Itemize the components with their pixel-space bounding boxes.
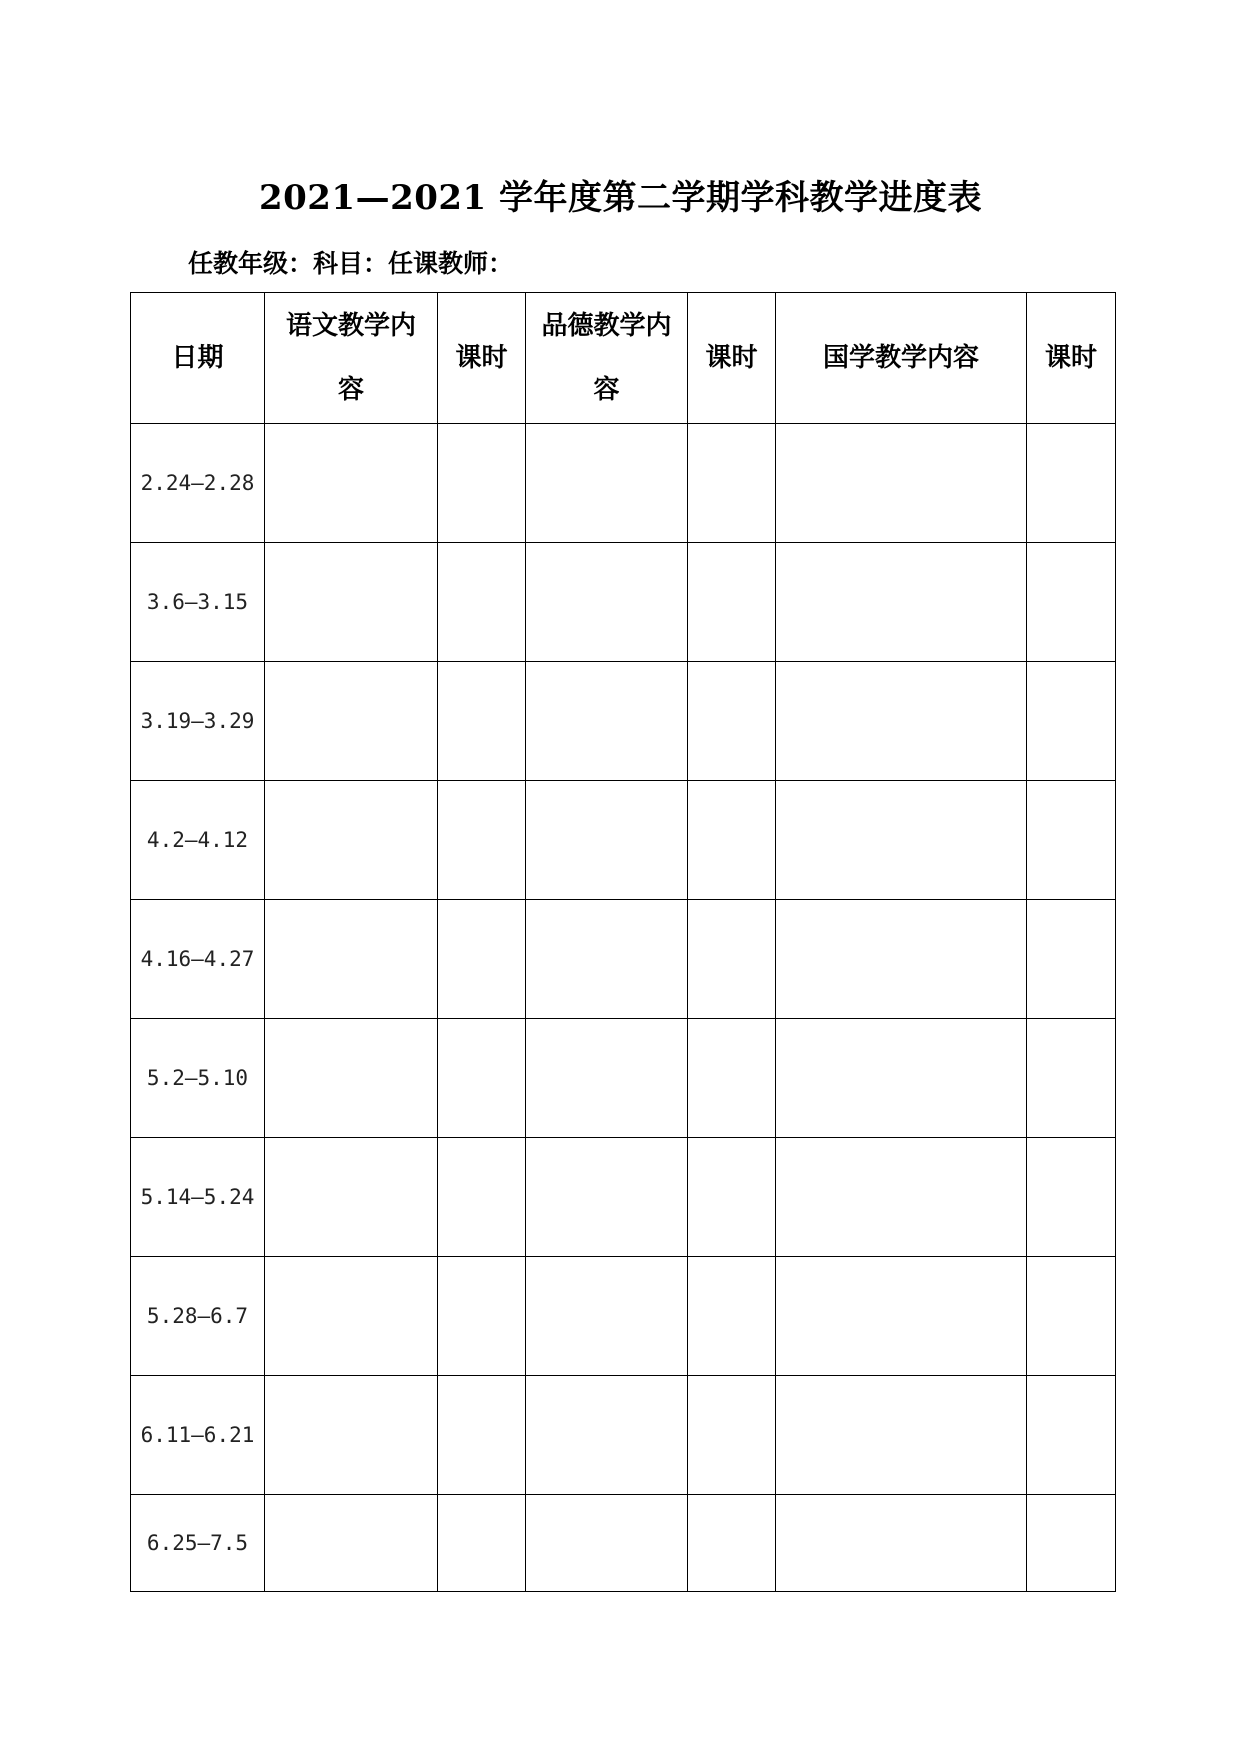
guoxue-hours-cell[interactable] [1027, 1138, 1116, 1257]
header-morality-content: 品德教学内容 [526, 293, 688, 424]
header-guoxue-hours: 课时 [1027, 293, 1116, 424]
morality-hours-cell[interactable] [688, 424, 776, 543]
date-cell: 5.28—6.7 [131, 1257, 265, 1376]
chinese-content-cell[interactable] [265, 1019, 438, 1138]
date-cell: 4.2—4.12 [131, 781, 265, 900]
morality-content-cell[interactable] [526, 1019, 688, 1138]
morality-hours-cell[interactable] [688, 1138, 776, 1257]
guoxue-hours-cell[interactable] [1027, 1376, 1116, 1495]
table-row [131, 1138, 1116, 1257]
guoxue-content-cell[interactable] [776, 1257, 1027, 1376]
header-guoxue-content: 国学教学内容 [776, 293, 1027, 424]
teaching-schedule-table [130, 292, 1116, 1592]
date-cell: 6.11—6.21 [131, 1376, 265, 1495]
chinese-content-cell[interactable] [265, 781, 438, 900]
header-chinese-content: 语文教学内容 [265, 293, 438, 424]
guoxue-hours-cell[interactable] [1027, 1257, 1116, 1376]
guoxue-content-cell[interactable] [776, 1138, 1027, 1257]
morality-content-cell[interactable] [526, 781, 688, 900]
date-cell: 2.24—2.28 [131, 424, 265, 543]
date-cell: 3.19—3.29 [131, 662, 265, 781]
chinese-hours-cell[interactable] [438, 424, 526, 543]
guoxue-content-cell[interactable] [776, 543, 1027, 662]
guoxue-content-cell[interactable] [776, 781, 1027, 900]
morality-hours-cell[interactable] [688, 1495, 776, 1592]
table-row [131, 424, 1116, 543]
header-date: 日期 [131, 293, 265, 424]
teacher-info-line: 任教年级：科目：任课教师： [188, 249, 514, 278]
chinese-content-cell[interactable] [265, 900, 438, 1019]
morality-content-cell[interactable] [526, 543, 688, 662]
guoxue-content-cell[interactable] [776, 900, 1027, 1019]
morality-content-cell[interactable] [526, 900, 688, 1019]
chinese-hours-cell[interactable] [438, 662, 526, 781]
guoxue-hours-cell[interactable] [1027, 543, 1116, 662]
morality-hours-cell[interactable] [688, 1019, 776, 1138]
morality-content-cell[interactable] [526, 1138, 688, 1257]
guoxue-content-cell[interactable] [776, 1019, 1027, 1138]
chinese-content-cell[interactable] [265, 1495, 438, 1592]
date-cell: 5.14—5.24 [131, 1138, 265, 1257]
header-morality-hours: 课时 [688, 293, 776, 424]
table-row [131, 1376, 1116, 1495]
chinese-hours-cell[interactable] [438, 900, 526, 1019]
guoxue-content-cell[interactable] [776, 424, 1027, 543]
table-row [131, 1495, 1116, 1592]
date-cell: 5.2—5.10 [131, 1019, 265, 1138]
header-row [131, 293, 1116, 424]
morality-content-cell[interactable] [526, 424, 688, 543]
morality-hours-cell[interactable] [688, 900, 776, 1019]
chinese-hours-cell[interactable] [438, 1138, 526, 1257]
morality-hours-cell[interactable] [688, 1376, 776, 1495]
morality-content-cell[interactable] [526, 1376, 688, 1495]
table-row [131, 1257, 1116, 1376]
chinese-content-cell[interactable] [265, 662, 438, 781]
chinese-content-cell[interactable] [265, 1376, 438, 1495]
morality-hours-cell[interactable] [688, 781, 776, 900]
guoxue-content-cell[interactable] [776, 1495, 1027, 1592]
chinese-hours-cell[interactable] [438, 781, 526, 900]
morality-hours-cell[interactable] [688, 1257, 776, 1376]
chinese-hours-cell[interactable] [438, 1019, 526, 1138]
chinese-content-cell[interactable] [265, 1257, 438, 1376]
chinese-hours-cell[interactable] [438, 1376, 526, 1495]
guoxue-hours-cell[interactable] [1027, 424, 1116, 543]
morality-content-cell[interactable] [526, 1495, 688, 1592]
date-cell: 6.25—7.5 [131, 1495, 265, 1592]
guoxue-hours-cell[interactable] [1027, 900, 1116, 1019]
document-title: 2021—2021 学年度第二学期学科教学进度表 [258, 178, 983, 218]
table-row [131, 543, 1116, 662]
header-chinese-hours: 课时 [438, 293, 526, 424]
table-row [131, 662, 1116, 781]
chinese-hours-cell[interactable] [438, 1495, 526, 1592]
guoxue-content-cell[interactable] [776, 662, 1027, 781]
chinese-content-cell[interactable] [265, 424, 438, 543]
table-row [131, 1019, 1116, 1138]
chinese-hours-cell[interactable] [438, 543, 526, 662]
morality-content-cell[interactable] [526, 662, 688, 781]
table-row [131, 781, 1116, 900]
guoxue-hours-cell[interactable] [1027, 781, 1116, 900]
chinese-content-cell[interactable] [265, 543, 438, 662]
guoxue-content-cell[interactable] [776, 1376, 1027, 1495]
morality-content-cell[interactable] [526, 1257, 688, 1376]
morality-hours-cell[interactable] [688, 543, 776, 662]
morality-hours-cell[interactable] [688, 662, 776, 781]
chinese-content-cell[interactable] [265, 1138, 438, 1257]
guoxue-hours-cell[interactable] [1027, 662, 1116, 781]
date-cell: 4.16—4.27 [131, 900, 265, 1019]
guoxue-hours-cell[interactable] [1027, 1495, 1116, 1592]
guoxue-hours-cell[interactable] [1027, 1019, 1116, 1138]
chinese-hours-cell[interactable] [438, 1257, 526, 1376]
table-row [131, 900, 1116, 1019]
date-cell: 3.6—3.15 [131, 543, 265, 662]
